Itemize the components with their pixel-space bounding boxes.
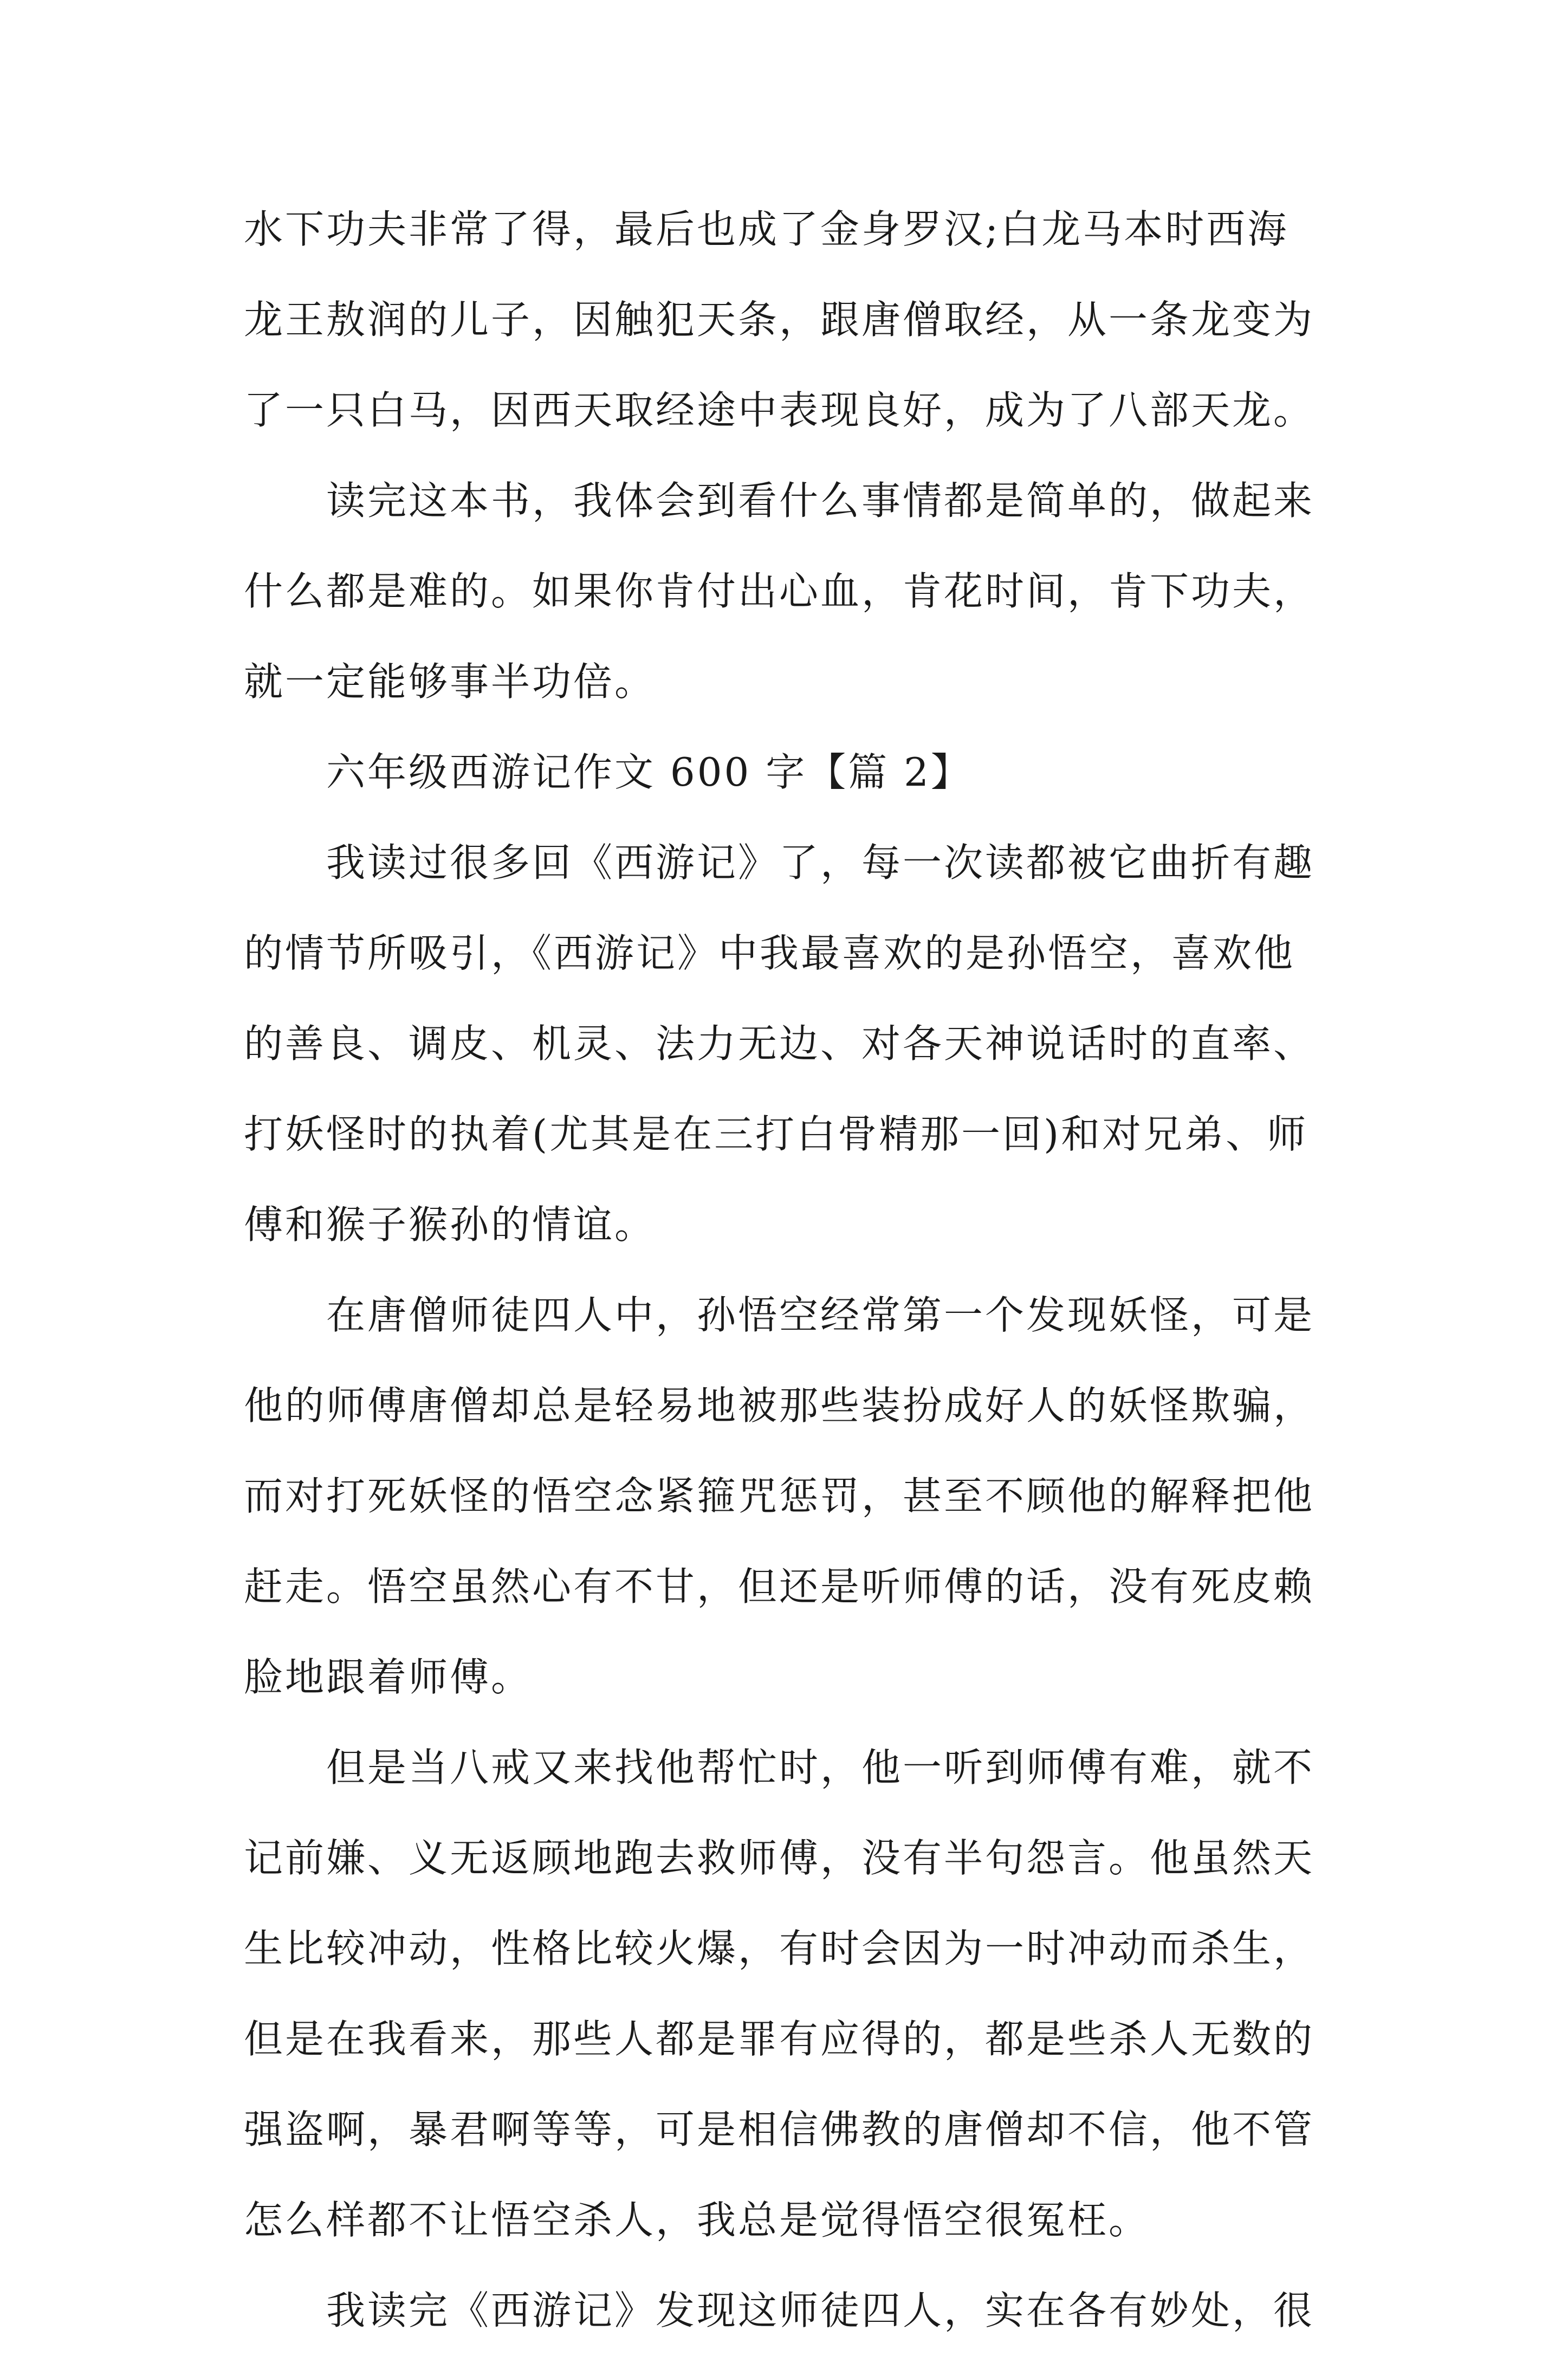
text-line: 了一只白马，因西天取经途中表现良好，成为了八部天龙。 bbox=[244, 387, 1315, 433]
text-line: 生比较冲动，性格比较火爆，有时会因为一时冲动而杀生， bbox=[244, 1926, 1315, 1971]
text-line: 赶走。悟空虽然心有不甘，但还是听师傅的话，没有死皮赖 bbox=[244, 1564, 1315, 1609]
paragraph-first-line: 我读完《西游记》发现这师徒四人，实在各有妙处，很 bbox=[326, 2288, 1315, 2333]
text-line: 强盗啊，暴君啊等等，可是相信佛教的唐僧却不信，他不管 bbox=[244, 2107, 1315, 2152]
text-line: 的情节所吸引，《西游记》中我最喜欢的是孙悟空，喜欢他 bbox=[244, 930, 1295, 976]
text-line: 他的师傅唐僧却总是轻易地被那些装扮成好人的妖怪欺骗， bbox=[244, 1383, 1315, 1428]
paragraph-first-line: 读完这本书，我体会到看什么事情都是简单的，做起来 bbox=[326, 478, 1315, 523]
text-line: 打妖怪时的执着(尤其是在三打白骨精那一回)和对兄弟、师 bbox=[244, 1111, 1308, 1157]
text-line: 的善良、调皮、机灵、法力无边、对各天神说话时的直率、 bbox=[244, 1021, 1315, 1066]
paragraph-first-line: 在唐僧师徒四人中，孙悟空经常第一个发现妖怪，可是 bbox=[326, 1292, 1315, 1338]
text-line: 记前嫌、义无返顾地跑去救师傅，没有半句怨言。他虽然天 bbox=[244, 1835, 1315, 1881]
text-line: 水下功夫非常了得，最后也成了金身罗汉;白龙马本时西海 bbox=[244, 206, 1289, 252]
paragraph-first-line: 我读过很多回《西游记》了，每一次读都被它曲折有趣 bbox=[326, 840, 1315, 885]
text-line: 就一定能够事半功倍。 bbox=[244, 659, 656, 704]
text-line: 脸地跟着师傅。 bbox=[244, 1654, 533, 1700]
text-line: 什么都是难的。如果你肯付出心血，肯花时间，肯下功夫， bbox=[244, 568, 1315, 614]
document-body bbox=[244, 184, 1333, 2356]
text-line: 但是在我看来，那些人都是罪有应得的，都是些杀人无数的 bbox=[244, 2016, 1315, 2062]
text-line: 而对打死妖怪的悟空念紧箍咒惩罚，甚至不顾他的解释把他 bbox=[244, 1473, 1315, 1519]
text-line: 傅和猴子猴孙的情谊。 bbox=[244, 1202, 656, 1247]
text-line: 怎么样都不让悟空杀人，我总是觉得悟空很冤枉。 bbox=[244, 2197, 1150, 2243]
paragraph-first-line: 但是当八戒又来找他帮忙时，他一听到师傅有难，就不 bbox=[326, 1745, 1315, 1790]
section-heading: 六年级西游记作文 600 字【篇 2】 bbox=[326, 749, 972, 795]
text-line: 龙王敖润的儿子，因触犯天条，跟唐僧取经，从一条龙变为 bbox=[244, 297, 1315, 342]
